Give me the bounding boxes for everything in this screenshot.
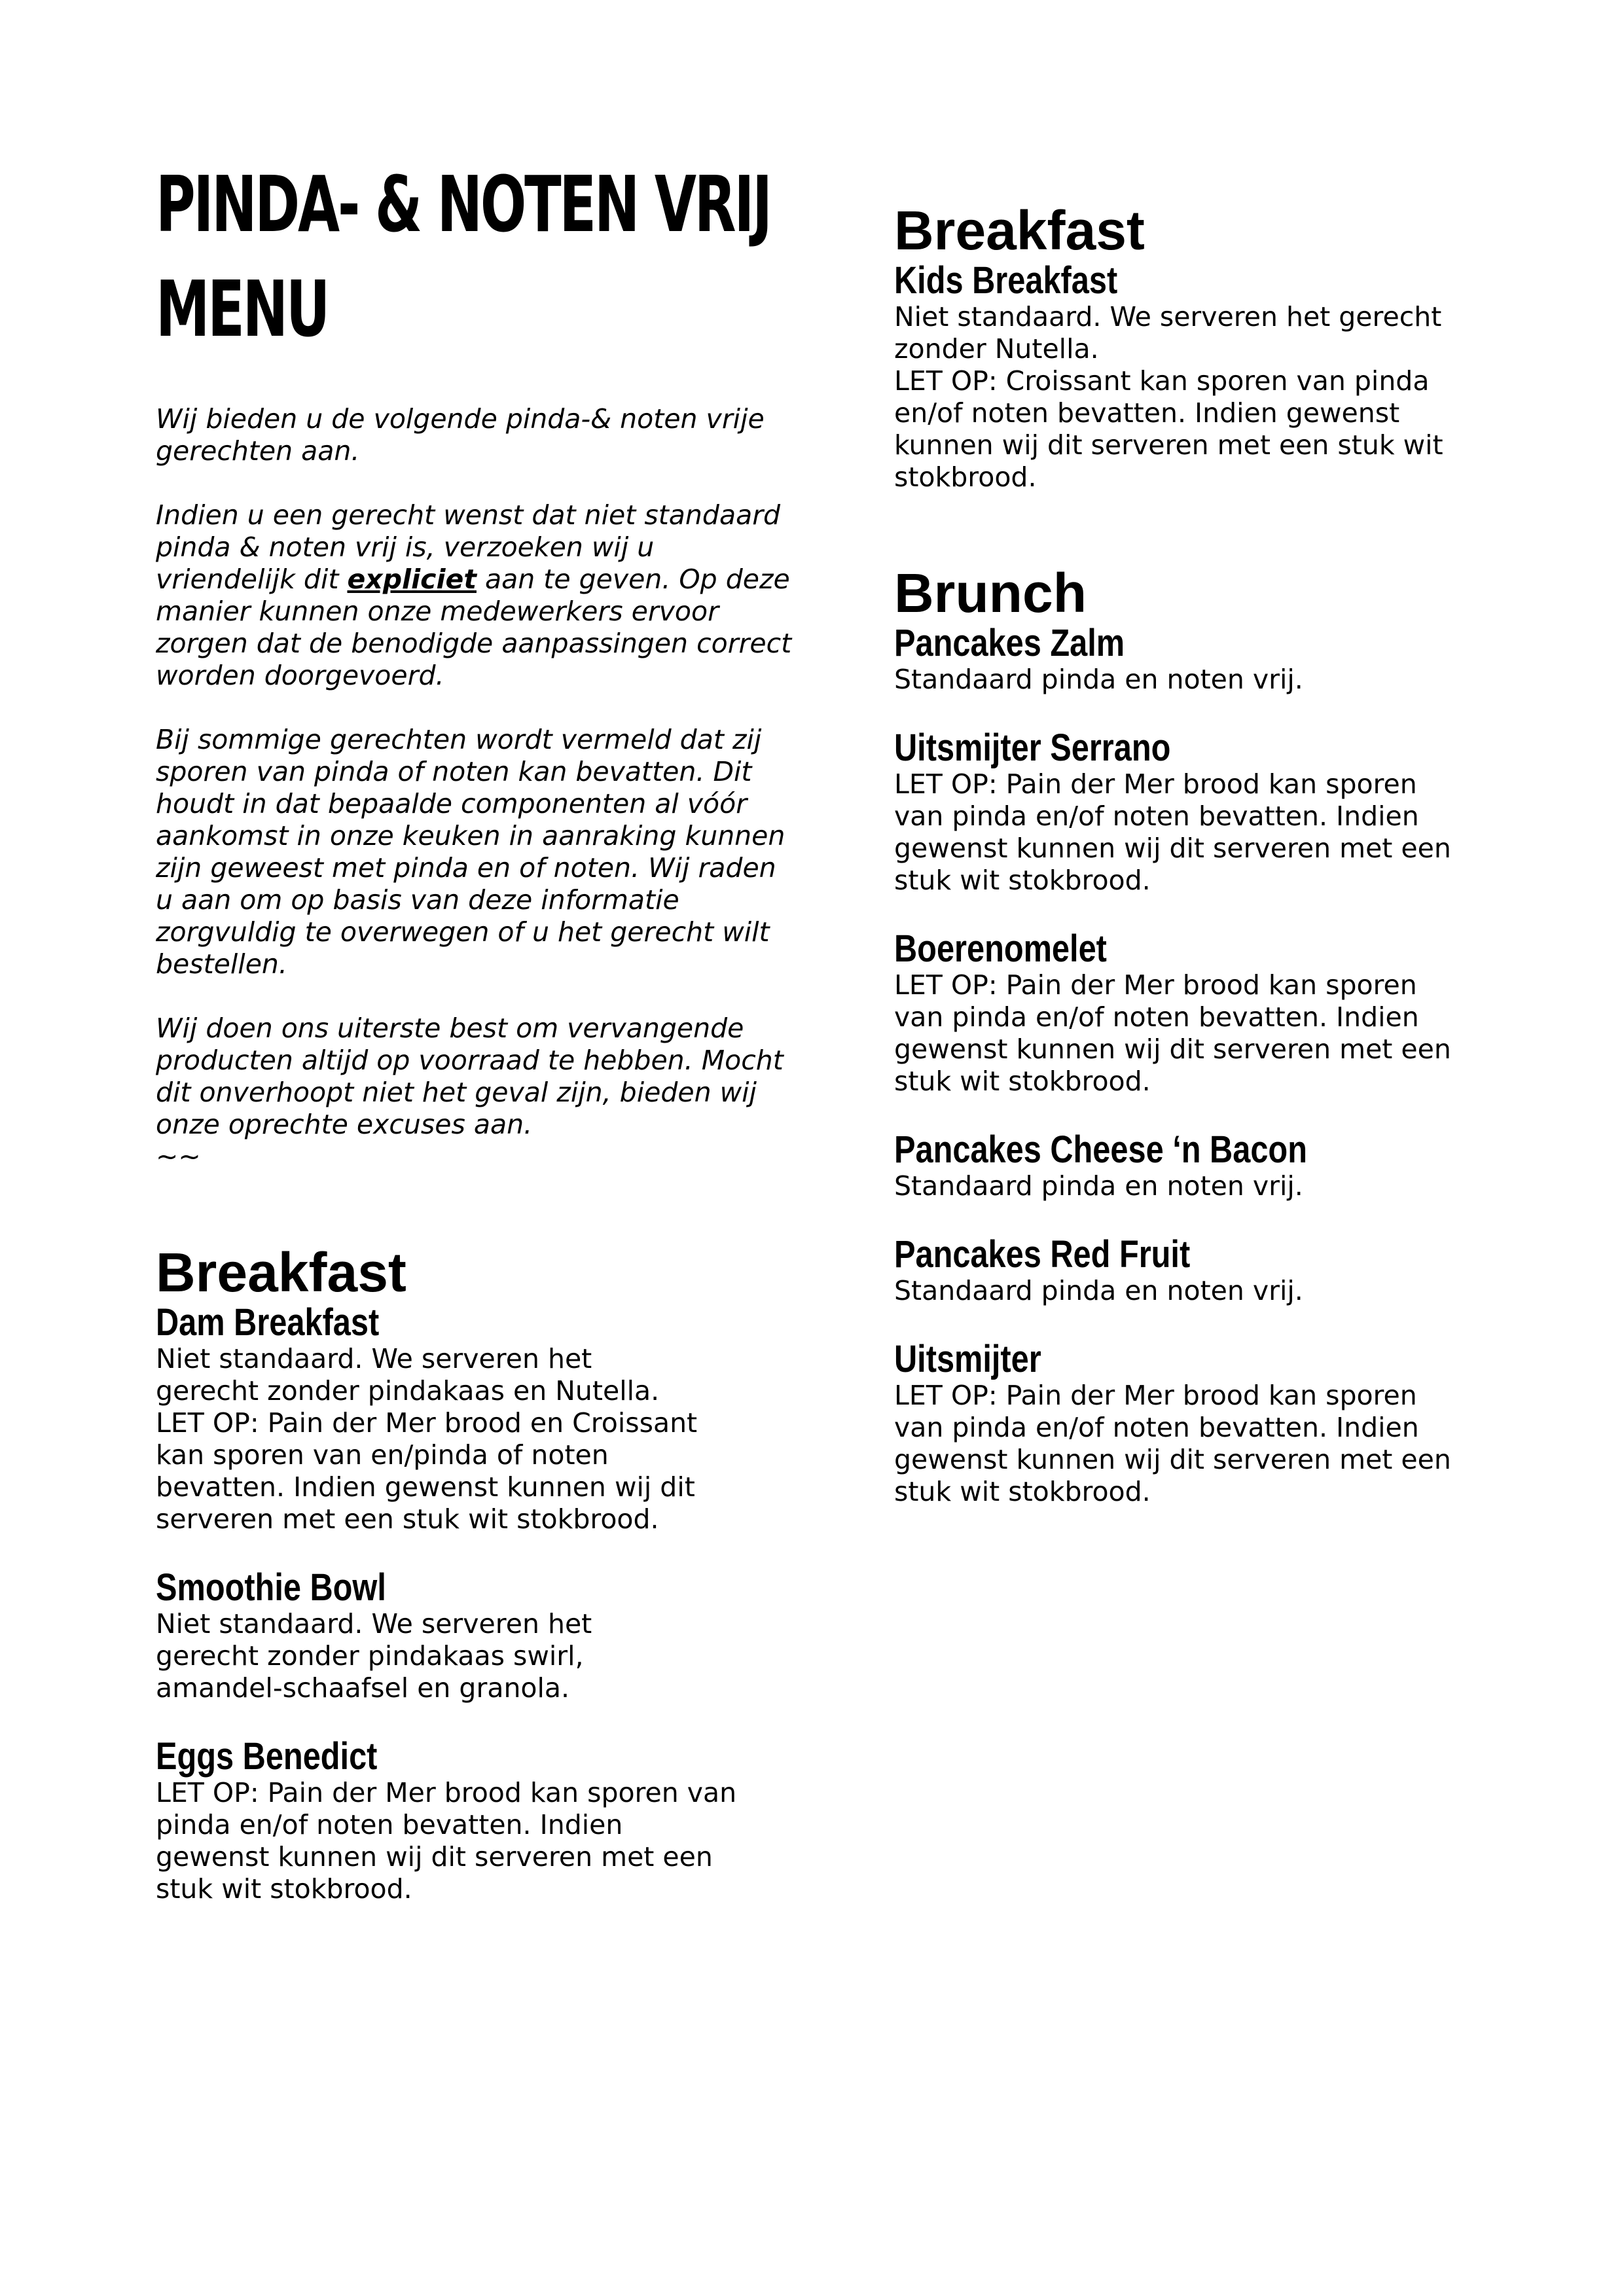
dish-boerenomelet — [894, 929, 1549, 1098]
dish-description: LET OP: Pain der Mer brood kan sporen van pinda en/of noten bevatten. Indien gewenst kunnen wij dit serveren met een stuk wit stokbrood. — [894, 969, 1451, 1097]
intro-tilde: ~~ — [156, 1141, 201, 1172]
section-title-breakfast: Breakfast — [894, 200, 1145, 261]
dish-name: Eggs Benedict — [156, 1735, 378, 1778]
dish-name: Pancakes Cheese ‘n Bacon — [894, 1128, 1307, 1171]
dish-pancakes-red-fruit — [894, 1234, 1549, 1307]
dish-description: LET OP: Pain der Mer brood kan sporen van pinda en/of noten bevatten. Indien gewenst kunnen wij dit serveren met een stuk wit stokbrood. — [894, 768, 1451, 896]
dish-description: Niet standaard. We serveren het gerecht zonder pindakaas en Nutella. LET OP: Pain der Mer brood en Croissant kan sporen van en/pinda of noten bevatten. Indien gewenst kunnen wij dit serveren met een stuk wit stokbrood. — [156, 1343, 698, 1535]
dish-name: Dam Breakfast — [156, 1301, 380, 1344]
page-title-line-2: MENU — [156, 264, 329, 354]
page-title-line-1: PINDA- & NOTEN VRIJ — [156, 159, 770, 249]
intro-paragraph-2-end: aan te geven. Op deze manier kunnen onze medewerkers ervoor zorgen dat de benodigde aanpassingen correct worden doorgevoerd. — [156, 564, 792, 691]
dish-description: Niet standaard. We serveren het gerecht zonder Nutella. LET OP: Croissant kan sporen van pinda en/of noten bevatten. Indien gewenst kunnen wij dit serveren met een stuk wit stokbrood. — [894, 301, 1443, 493]
dish-description: Standaard pinda en noten vrij. — [894, 664, 1303, 695]
dish-eggs-benedict — [156, 1736, 810, 1905]
dish-description: LET OP: Pain der Mer brood kan sporen van pinda en/of noten bevatten. Indien gewenst kunnen wij dit serveren met een stuk wit stokbrood. — [894, 1380, 1451, 1507]
intro-text — [156, 403, 797, 1173]
dish-name: Boerenomelet — [894, 927, 1107, 970]
section-breakfast-right — [894, 200, 1549, 526]
dish-uitsmijter-serrano — [894, 728, 1549, 897]
section-title-breakfast: Breakfast — [156, 1242, 406, 1303]
dish-name: Uitsmijter Serrano — [894, 726, 1171, 769]
section-title-brunch: Brunch — [894, 562, 1087, 624]
dish-description: Niet standaard. We serveren het gerecht zonder pindakaas swirl, amandel-schaafsel en granola. — [156, 1608, 592, 1704]
dish-name: Kids Breakfast — [894, 259, 1118, 302]
dish-dam-breakfast — [156, 1302, 810, 1535]
section-brunch — [894, 563, 1549, 1540]
intro-paragraph-4: Wij doen ons uiterste best om vervangende producten altijd op voorraad te hebben. Mocht dit onverhoopt niet het geval zijn, bieden wij onze oprechte excuses aan. — [156, 1013, 784, 1140]
dish-name: Pancakes Red Fruit — [894, 1233, 1191, 1276]
page-title — [156, 152, 770, 361]
intro-paragraph-3: Bij sommige gerechten wordt vermeld dat zij sporen van pinda of noten kan bevatten. Dit houdt in dat bepaalde componenten al vóór aankomst in onze keuken in aanraking kunnen zijn geweest met pinda en of noten. Wij raden u aan om op basis van deze informatie zorgvuldig te overwegen of u het gerecht wilt bestellen. — [156, 724, 785, 980]
intro-paragraph-2 — [156, 499, 797, 692]
dish-name: Uitsmijter — [894, 1338, 1041, 1380]
intro-paragraph-2-start: Indien u een gerecht wenst dat niet standaard pinda & noten vrij is, verzoeken wij u vriendelijk dit — [156, 499, 781, 595]
intro-paragraph-1: Wij bieden u de volgende pinda-& noten vrije gerechten aan. — [156, 403, 765, 467]
section-breakfast-left — [156, 1242, 810, 1937]
dish-description: LET OP: Pain der Mer brood kan sporen van pinda en/of noten bevatten. Indien gewenst kunnen wij dit serveren met een stuk wit stokbrood. — [156, 1777, 737, 1905]
dish-description: Standaard pinda en noten vrij. — [894, 1170, 1303, 1202]
dish-uitsmijter — [894, 1339, 1549, 1508]
dish-description: Standaard pinda en noten vrij. — [894, 1275, 1303, 1306]
dish-name: Smoothie Bowl — [156, 1566, 386, 1609]
dish-smoothie-bowl — [156, 1568, 810, 1704]
dish-kids-breakfast — [894, 260, 1549, 493]
dish-pancakes-cheese-n-bacon — [894, 1130, 1549, 1202]
intro-emphasis-expliciet: expliciet — [347, 564, 477, 595]
dish-name: Pancakes Zalm — [894, 622, 1125, 664]
dish-pancakes-zalm — [894, 623, 1549, 696]
